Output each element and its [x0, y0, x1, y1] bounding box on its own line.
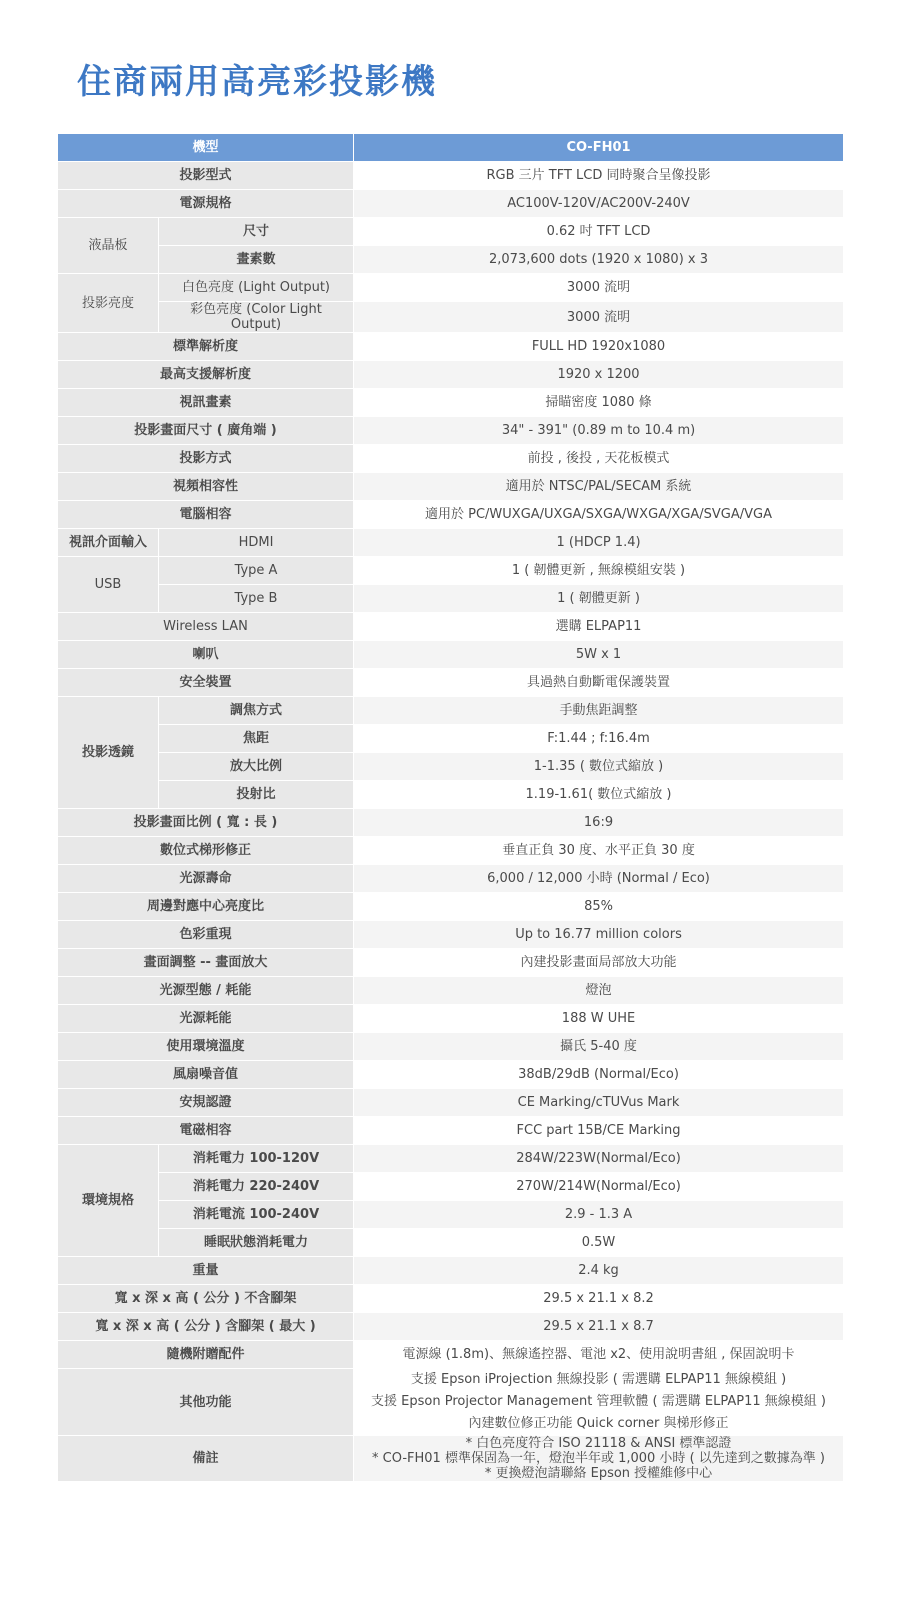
table-row	[58, 333, 844, 361]
row-value: Up to 16.77 million colors	[354, 921, 844, 949]
group-label: USB	[58, 557, 159, 613]
row-value: FULL HD 1920x1080	[354, 333, 844, 361]
notes-value	[354, 1436, 844, 1482]
row-label: 視頻相容性	[58, 473, 354, 501]
table-row	[58, 893, 844, 921]
table-row	[58, 501, 844, 529]
group-label: 環境規格	[58, 1145, 159, 1257]
row-value: 2.9 - 1.3 A	[354, 1201, 844, 1229]
table-row	[58, 1229, 844, 1257]
table-row	[58, 1313, 844, 1341]
row-value: 選購 ELPAP11	[354, 613, 844, 641]
row-label: 放大比例	[159, 753, 354, 781]
other-functions-value	[354, 1369, 844, 1436]
table-row	[58, 1061, 844, 1089]
group-label: 投影亮度	[58, 274, 159, 333]
table-row	[58, 1436, 844, 1482]
group-label: 視訊介面輸入	[58, 529, 159, 557]
row-label: 投影畫面尺寸 ( 廣角端 )	[58, 417, 354, 445]
row-label: 安全裝置	[58, 669, 354, 697]
other-line: 內建數位修正功能 Quick corner 與梯形修正	[468, 1416, 729, 1431]
row-value: 1920 x 1200	[354, 361, 844, 389]
table-row	[58, 246, 844, 274]
row-label: 光源壽命	[58, 865, 354, 893]
table-row	[58, 162, 844, 190]
row-label: 寬 x 深 x 高 ( 公分 ) 含腳架 ( 最大 )	[58, 1313, 354, 1341]
table-row	[58, 1257, 844, 1285]
table-row	[58, 921, 844, 949]
row-value: 前投 , 後投 , 天花板模式	[354, 445, 844, 473]
table-row	[58, 641, 844, 669]
row-value: 284W/223W(Normal/Eco)	[354, 1145, 844, 1173]
table-row	[58, 949, 844, 977]
table-row	[58, 725, 844, 753]
table-row	[58, 190, 844, 218]
table-row	[58, 473, 844, 501]
group-label: 投影透鏡	[58, 697, 159, 809]
row-label: 標準解析度	[58, 333, 354, 361]
note-line: * CO-FH01 標準保固為一年，燈泡半年或 1,000 小時 ( 以先達到之數據為準 )	[372, 1451, 825, 1466]
row-value: 3000 流明	[354, 302, 844, 333]
row-label: 風扇噪音值	[58, 1061, 354, 1089]
row-value: RGB 三片 TFT LCD 同時聚合呈像投影	[354, 162, 844, 190]
table-row	[58, 302, 844, 333]
model-value: CO-FH01	[354, 134, 844, 162]
row-label: 消耗電流 100-240V	[159, 1201, 354, 1229]
row-value: 具過熱自動斷電保護裝置	[354, 669, 844, 697]
row-value: AC100V-120V/AC200V-240V	[354, 190, 844, 218]
row-value: 適用於 NTSC/PAL/SECAM 系統	[354, 473, 844, 501]
row-value: 1 ( 韌體更新 )	[354, 585, 844, 613]
row-label: 備註	[58, 1436, 354, 1482]
row-value: 34" - 391" (0.89 m to 10.4 m)	[354, 417, 844, 445]
note-line: * 白色亮度符合 ISO 21118 & ANSI 標準認證	[465, 1436, 732, 1451]
row-label: 電腦相容	[58, 501, 354, 529]
table-row	[58, 613, 844, 641]
row-value: 垂直正負 30 度、水平正負 30 度	[354, 837, 844, 865]
row-label: 調焦方式	[159, 697, 354, 725]
table-row	[58, 1005, 844, 1033]
table-row	[58, 1145, 844, 1173]
table-row	[58, 865, 844, 893]
row-label: 視訊畫素	[58, 389, 354, 417]
row-label: HDMI	[159, 529, 354, 557]
table-row	[58, 697, 844, 725]
row-label: 安規認證	[58, 1089, 354, 1117]
table-row	[58, 1285, 844, 1313]
row-label: 投影方式	[58, 445, 354, 473]
table-row	[58, 445, 844, 473]
table-row	[58, 274, 844, 302]
row-value: 0.62 吋 TFT LCD	[354, 218, 844, 246]
row-label: 光源型態 / 耗能	[58, 977, 354, 1005]
row-label: Type B	[159, 585, 354, 613]
table-row	[58, 1117, 844, 1145]
table-row	[58, 529, 844, 557]
row-label: 電磁相容	[58, 1117, 354, 1145]
table-row	[58, 837, 844, 865]
other-line: 支援 Epson Projector Management 管理軟體 ( 需選購 ELPAP11 無線模組 )	[371, 1394, 826, 1409]
row-label: 電源規格	[58, 190, 354, 218]
table-row	[58, 557, 844, 585]
row-value: 手動焦距調整	[354, 697, 844, 725]
table-row	[58, 669, 844, 697]
table-header-row	[58, 134, 844, 162]
row-value: 16:9	[354, 809, 844, 837]
row-value: 38dB/29dB (Normal/Eco)	[354, 1061, 844, 1089]
row-label: 睡眠狀態消耗電力	[159, 1229, 354, 1257]
table-row	[58, 809, 844, 837]
row-value: 內建投影畫面局部放大功能	[354, 949, 844, 977]
row-label: 焦距	[159, 725, 354, 753]
page-title: 住商兩用高亮彩投影機	[77, 62, 437, 102]
row-value: 2,073,600 dots (1920 x 1080) x 3	[354, 246, 844, 274]
row-label: 色彩重現	[58, 921, 354, 949]
row-label: 尺寸	[159, 218, 354, 246]
row-value: 188 W UHE	[354, 1005, 844, 1033]
table-row	[58, 977, 844, 1005]
note-line: * 更換燈泡請聯絡 Epson 授權維修中心	[484, 1466, 713, 1481]
row-label: 其他功能	[58, 1369, 354, 1436]
row-value: 電源線 (1.8m)、無線遙控器、電池 x2、使用說明書組 , 保固說明卡	[354, 1341, 844, 1369]
other-line: 支援 Epson iProjection 無線投影 ( 需選購 ELPAP11 無線模組 )	[410, 1372, 787, 1387]
row-value: 1 (HDCP 1.4)	[354, 529, 844, 557]
row-value: 1.19-1.61( 數位式縮放 )	[354, 781, 844, 809]
row-label: Wireless LAN	[58, 613, 354, 641]
row-label: 重量	[58, 1257, 354, 1285]
model-label: 機型	[58, 134, 354, 162]
table-row	[58, 781, 844, 809]
row-label: Type A	[159, 557, 354, 585]
table-row	[58, 753, 844, 781]
table-row	[58, 1033, 844, 1061]
row-label: 白色亮度 (Light Output)	[159, 274, 354, 302]
table-row	[58, 1201, 844, 1229]
row-label: 投影型式	[58, 162, 354, 190]
table-row	[58, 417, 844, 445]
table-row	[58, 585, 844, 613]
row-value: 270W/214W(Normal/Eco)	[354, 1173, 844, 1201]
row-value: 29.5 x 21.1 x 8.2	[354, 1285, 844, 1313]
group-label: 液晶板	[58, 218, 159, 274]
row-value: 0.5W	[354, 1229, 844, 1257]
row-value: 3000 流明	[354, 274, 844, 302]
row-label: 畫面調整 -- 畫面放大	[58, 949, 354, 977]
row-value: 6,000 / 12,000 小時 (Normal / Eco)	[354, 865, 844, 893]
row-label: 喇叭	[58, 641, 354, 669]
row-value: 1-1.35 ( 數位式縮放 )	[354, 753, 844, 781]
row-value: 85%	[354, 893, 844, 921]
row-value: 2.4 kg	[354, 1257, 844, 1285]
row-label: 寬 x 深 x 高 ( 公分 ) 不含腳架	[58, 1285, 354, 1313]
row-value: 5W x 1	[354, 641, 844, 669]
table-row	[58, 218, 844, 246]
row-value: 掃瞄密度 1080 條	[354, 389, 844, 417]
table-row	[58, 1369, 844, 1436]
row-value: 29.5 x 21.1 x 8.7	[354, 1313, 844, 1341]
row-value: 攝氏 5-40 度	[354, 1033, 844, 1061]
table-row	[58, 361, 844, 389]
row-label: 周邊對應中心亮度比	[58, 893, 354, 921]
row-label: 隨機附贈配件	[58, 1341, 354, 1369]
row-value: 燈泡	[354, 977, 844, 1005]
row-label: 最高支援解析度	[58, 361, 354, 389]
row-label: 投影畫面比例 ( 寬 : 長 )	[58, 809, 354, 837]
row-value: 1 ( 韌體更新 , 無線模組安裝 )	[354, 557, 844, 585]
row-label: 使用環境溫度	[58, 1033, 354, 1061]
table-row	[58, 389, 844, 417]
row-label: 投射比	[159, 781, 354, 809]
row-label: 光源耗能	[58, 1005, 354, 1033]
table-row	[58, 1173, 844, 1201]
spec-table	[57, 133, 844, 1482]
row-label: 彩色亮度 (Color Light Output)	[159, 302, 354, 333]
row-value: CE Marking/cTUVus Mark	[354, 1089, 844, 1117]
row-label: 消耗電力 220-240V	[159, 1173, 354, 1201]
row-value: 適用於 PC/WUXGA/UXGA/SXGA/WXGA/XGA/SVGA/VGA	[354, 501, 844, 529]
row-value: FCC part 15B/CE Marking	[354, 1117, 844, 1145]
row-label: 消耗電力 100-120V	[159, 1145, 354, 1173]
table-row	[58, 1089, 844, 1117]
table-row	[58, 1341, 844, 1369]
row-label: 畫素數	[159, 246, 354, 274]
row-label: 數位式梯形修正	[58, 837, 354, 865]
row-value: F:1.44 ; f:16.4m	[354, 725, 844, 753]
